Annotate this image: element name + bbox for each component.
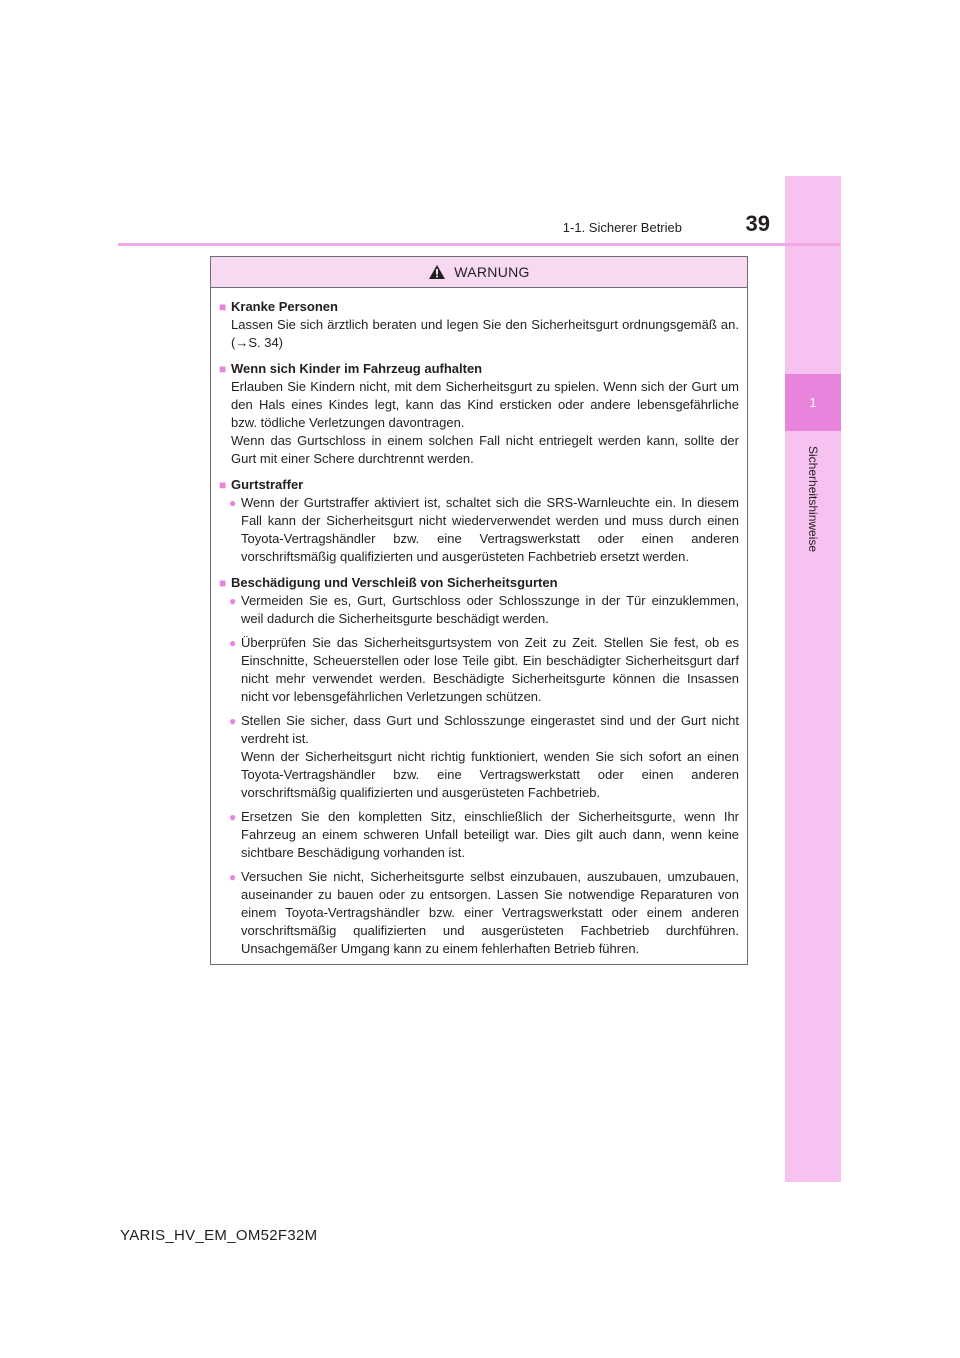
bullet-item [219,868,739,958]
square-bullet-icon: ■ [219,362,227,376]
bullet-item [219,634,739,706]
warning-header [211,257,747,288]
warning-triangle-icon [428,264,446,280]
section-heading-text: Kranke Personen [231,299,338,314]
section-title: 1-1. Sicherer Betrieb [562,220,682,235]
bullet-text: Versuchen Sie nicht, Sicherheitsgurte selbst einzubauen, auszubauen, umzubauen, auseinander zu bauen oder zu entsorgen. Lassen Sie notwendige Reparaturen von einem Toyota-Vertragshändler bzw. einer Vertragswerkstatt oder einem anderen vorschriftsmäßig qualifizierten und ausgerüsteten Fachbetrieb durchführen. Unsachgemäßer Umgang kann zu einem fehlerhaften Betrieb führen. [241,869,739,956]
warning-box [210,256,748,965]
square-bullet-icon: ■ [219,300,227,314]
page-number: 39 [745,211,770,236]
section-heading-text: Beschädigung und Verschleiß von Sicherheitsgurten [231,575,558,590]
square-bullet-icon: ■ [219,478,227,492]
side-tab [785,176,841,1182]
section-paragraph: Erlauben Sie Kindern nicht, mit dem Sicherheitsgurt zu spielen. Wenn sich der Gurt um den Hals eines Kindes legt, kann das Kind ersticken oder andere lebensgefährliche bzw. tödliche Verletzungen davontragen. Wenn das Gurtschloss in einem solchen Fall nicht entriegelt werden kann, sollte der Gurt mit einer Schere durchtrennt werden. [231,379,739,466]
round-bullet-icon: ● [229,636,237,650]
bullet-item [219,494,739,566]
document-code: YARIS_HV_EM_OM52F32M [120,1227,318,1244]
bullet-text: Überprüfen Sie das Sicherheitsgurtsystem von Zeit zu Zeit. Stellen Sie fest, ob es Einschnitte, Scheuerstellen oder lose Teile gibt. Ein beschädigter Sicherheitsgurt darf nicht mehr verwendet werden. Beschädigte Sicherheitsgurte können die Insassen nicht vor lebensgefährlichen Verletzungen schützen. [241,635,739,704]
warning-section [219,298,739,352]
bullet-item [219,808,739,862]
section-heading [219,476,739,494]
section-heading [219,574,739,592]
round-bullet-icon: ● [229,870,237,884]
bullet-text: Vermeiden Sie es, Gurt, Gurtschloss oder Schlosszunge in der Tür einzuklemmen, weil dadurch die Sicherheitsgurte beschädigt werden. [241,593,739,626]
square-bullet-icon: ■ [219,576,227,590]
bullet-text: Stellen Sie sicher, dass Gurt und Schlosszunge eingerastet sind und der Gurt nicht verdreht ist. Wenn der Sicherheitsgurt nicht richtig funktioniert, wenden Sie sich sofort an einen Toyota-Vertragshändler bzw. eine Vertragswerkstatt oder einen anderen vorschriftsmäßig qualifizierten und ausgerüsteten Fachbetrieb. [241,713,739,800]
warning-section [219,360,739,468]
header-rule [118,243,840,246]
bullet-text: Ersetzen Sie den kompletten Sitz, einschließlich der Sicherheitsgurte, wenn Ihr Fahrzeug an einem schweren Unfall beteiligt war. Dies gilt auch dann, wenn keine sichtbare Beschädigung vorhanden ist. [241,809,739,860]
round-bullet-icon: ● [229,714,237,728]
section-heading [219,360,739,378]
section-heading-text: Gurtstraffer [231,477,304,492]
warning-body [211,288,747,958]
warning-section [219,476,739,566]
section-heading-text: Wenn sich Kinder im Fahrzeug aufhalten [231,361,483,376]
warning-title: WARNUNG [454,264,530,280]
round-bullet-icon: ● [229,496,237,510]
chapter-label: Sicherheitshinweise [806,446,820,553]
warning-section [219,574,739,958]
bullet-item [219,712,739,802]
chapter-number: 1 [785,374,841,431]
round-bullet-icon: ● [229,594,237,608]
round-bullet-icon: ● [229,810,237,824]
bullet-item [219,592,739,628]
section-paragraph: Lassen Sie sich ärztlich beraten und legen Sie den Sicherheitsgurt ordnungsgemäß an. (→S. 34) [231,317,739,350]
section-heading [219,298,739,316]
bullet-text: Wenn der Gurtstraffer aktiviert ist, schaltet sich die SRS-Warnleuchte ein. In diesem Fall kann der Sicherheitsgurt nicht wiederverwendet werden und muss durch einen Toyota-Vertragshändler bzw. eine Vertragswerkstatt oder einen anderen vorschriftsmäßig qualifizierten und ausgerüsteten Fachbetrieb ersetzt werden. [241,495,739,564]
